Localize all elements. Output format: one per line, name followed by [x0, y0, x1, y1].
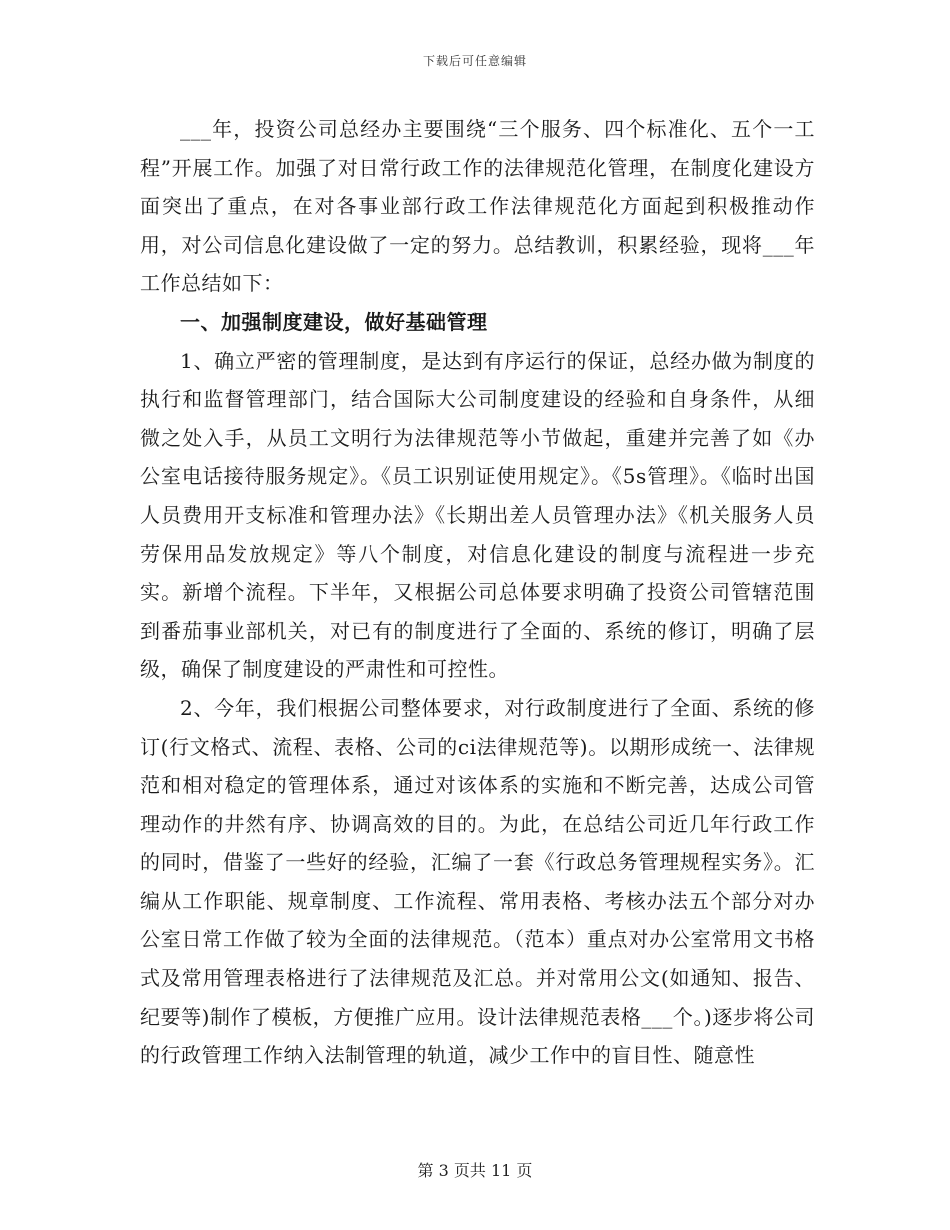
- paragraph-intro: ___年，投资公司总经办主要围绕“三个服务、四个标准化、五个一工程”开展工作。加强了对日常行政工作的法律规范化管理，在制度化建设方面突出了重点，在对各事业部行政工作法律规范化方面起到积极推动作用，对公司信息化建设做了一定的努力。总结教训，积累经验，现将___年工作总结如下：: [140, 117, 815, 296]
- page-footer: 第 3 页共 11 页: [417, 1161, 533, 1180]
- document-body: [140, 110, 815, 1075]
- paragraph-item-2: 2、今年，我们根据公司整体要求，对行政制度进行了全面、系统的修订(行文格式、流程、表格、公司的ci法律规范等)。以期形成统一、法律规范和相对稳定的管理体系，通过对该体系的实施和不断完善，达成公司管理动作的井然有序、协调高效的目的。为此，在总结公司近几年行政工作的同时，借鉴了一些好的经验，汇编了一套《行政总务管理规程实务》。汇编从工作职能、规章制度、工作流程、常用表格、考核办法五个部分对办公室日常工作做了较为全面的法律规范。（范本）重点对办公室常用文书格式及常用管理表格进行了法律规范及汇总。并对常用公文(如通知、报告、纪要等)制作了模板，方便推广应用。设计法律规范表格___个。)逐步将公司的行政管理工作纳入法制管理的轨道，减少工作中的盲目性、随意性: [140, 695, 815, 1068]
- page-header: 下载后可任意编辑: [422, 54, 527, 68]
- paragraph-item-1: 1、确立严密的管理制度，是达到有序运行的保证，总经办做为制度的执行和监督管理部门，结合国际大公司制度建设的经验和自身条件，从细微之处入手，从员工文明行为法律规范等小节做起，重建并完善了如《办公室电话接待服务规定》。《员工识别证使用规定》。《5s管理》。《临时出国人员费用开支标准和管理办法》《长期出差人员管理办法》《机关服务人员劳保用品发放规定》等八个制度，对信息化建设的制度与流程进一步充实。新增个流程。下半年，又根据公司总体要求明确了投资公司管辖范围到番茄事业部机关，对已有的制度进行了全面的、系统的修订，明确了层级，确保了制度建设的严肃性和可控性。: [140, 348, 815, 682]
- section-heading: 一、加强制度建设，做好基础管理: [180, 309, 488, 334]
